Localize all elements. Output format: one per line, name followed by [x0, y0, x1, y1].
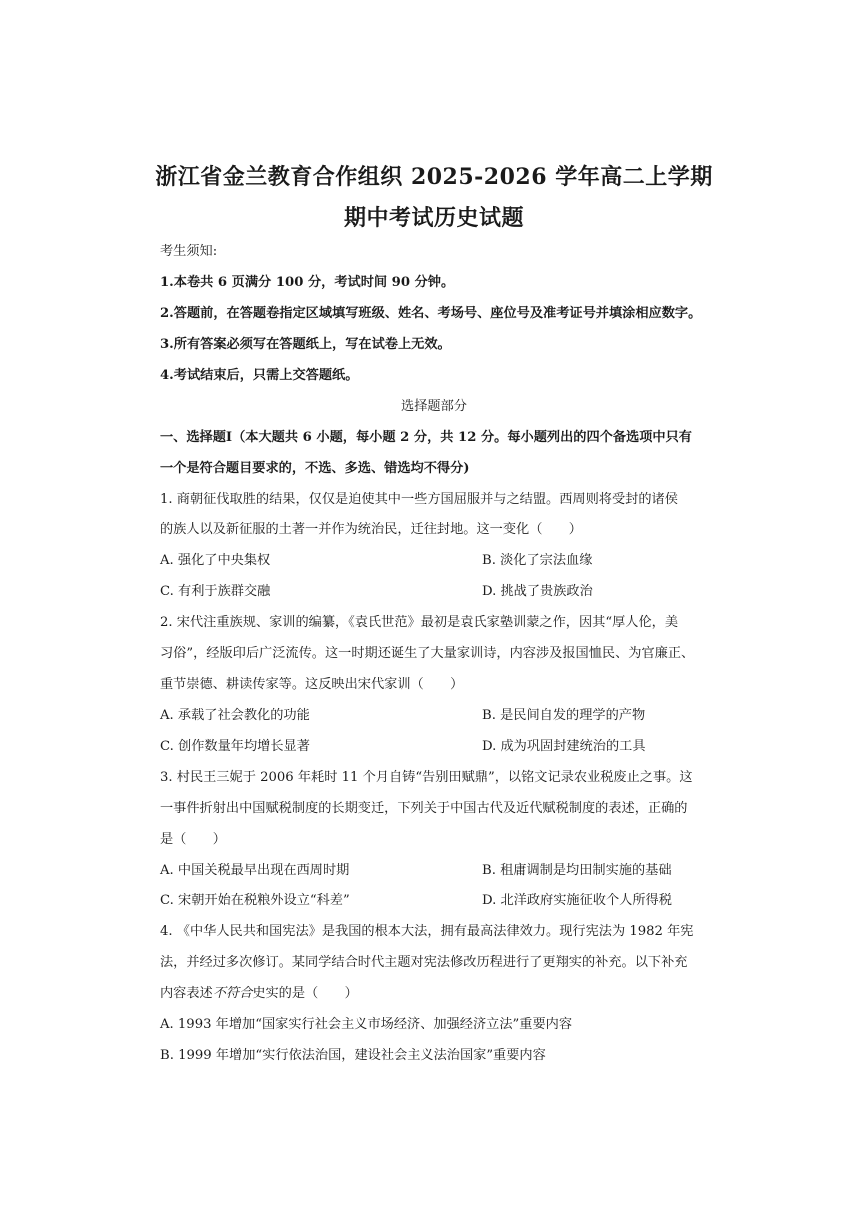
question-1-option-a: A. 强化了中央集权	[160, 553, 271, 568]
question-3-text: 3. 村民王三妮于 2006 年耗时 11 个月自铸“告别田赋鼎”，以铭文记录农业税废止之事。这	[160, 770, 693, 785]
question-2-text: 2. 宋代注重族规、家训的编纂，《袁氏世范》最初是袁氏家塾训蒙之作，因其“厚人伦，美	[160, 615, 679, 630]
notice-item: 1.本卷共 6 页满分 100 分，考试时间 90 分钟。	[160, 275, 455, 290]
notice-heading: 考生须知:	[160, 244, 218, 259]
notice-item: 2.答题前，在答题卷指定区域填写班级、姓名、考场号、座位号及准考证号并填涂相应数字。	[160, 306, 702, 321]
question-3-option-d: D. 北洋政府实施征收个人所得税	[482, 893, 672, 908]
section-intro: 一、选择题Ⅰ（本大题共 6 小题，每小题 2 分，共 12 分。每小题列出的四个备选项中只有	[160, 430, 692, 445]
question-3-text: 一事件折射出中国赋税制度的长期变迁，下列关于中国古代及近代赋税制度的表述，正确的	[160, 801, 688, 816]
question-2-option-d: D. 成为巩固封建统治的工具	[482, 739, 646, 754]
question-3-option-b: B. 租庸调制是均田制实施的基础	[482, 863, 672, 878]
question-2-option-c: C. 创作数量年均增长显著	[160, 739, 310, 754]
question-2-text: 重节崇德、耕读传家等。这反映出宋代家训（ ）	[160, 677, 464, 692]
question-4-text: 法，并经过多次修订。某同学结合时代主题对宪法修改历程进行了更翔实的补充。以下补充	[160, 955, 688, 970]
question-4-option-a: A. 1993 年增加“国家实行社会主义市场经济、加强经济立法”重要内容	[160, 1017, 573, 1032]
question-4-option-b: B. 1999 年增加“实行依法治国，建设社会主义法治国家”重要内容	[160, 1048, 546, 1063]
section-title: 选择题部分	[401, 399, 467, 414]
question-2-text: 习俗”，经版印后广泛流传。这一时期还诞生了大量家训诗，内容涉及报国恤民、为官廉正、	[160, 646, 695, 661]
section-intro: 一个是符合题目要求的，不选、多选、错选均不得分)	[160, 461, 470, 476]
notice-item: 4.考试结束后，只需上交答题纸。	[160, 368, 359, 383]
notice-item: 3.所有答案必须写在答题纸上，写在试卷上无效。	[160, 337, 451, 352]
question-4-text-pre: 内容表述	[160, 986, 213, 1001]
question-4-text: 4. 《中华人民共和国宪法》是我国的根本大法，拥有最高法律效力。现行宪法为 1982 年宪	[160, 924, 694, 939]
exam-title-line2: 期中考试历史试题	[343, 205, 524, 231]
question-1-option-c: C. 有利于族群交融	[160, 584, 271, 599]
question-2-option-a: A. 承载了社会教化的功能	[160, 708, 310, 723]
question-4-text-post: 史实的是（ ）	[252, 986, 358, 1001]
question-3-text: 是（ ）	[160, 832, 226, 847]
question-4-text	[160, 985, 720, 1003]
question-1-text: 的族人以及新征服的土著一并作为统治民，迁往封地。这一变化（ ）	[160, 522, 582, 537]
question-3-option-a: A. 中国关税最早出现在西周时期	[160, 863, 350, 878]
question-1-option-d: D. 挑战了贵族政治	[482, 584, 593, 599]
question-3-option-c: C. 宋朝开始在税粮外设立“科差”	[160, 893, 350, 908]
question-4-emphasis: 不符合	[212, 986, 253, 1001]
exam-title-line1: 浙江省金兰教育合作组织 2025-2026 学年高二上学期	[155, 164, 713, 190]
question-1-option-b: B. 淡化了宗法血缘	[482, 553, 593, 568]
question-1-text: 1. 商朝征伐取胜的结果，仅仅是迫使其中一些方国屈服并与之结盟。西周则将受封的诸侯	[160, 492, 678, 507]
question-2-option-b: B. 是民间自发的理学的产物	[482, 708, 646, 723]
